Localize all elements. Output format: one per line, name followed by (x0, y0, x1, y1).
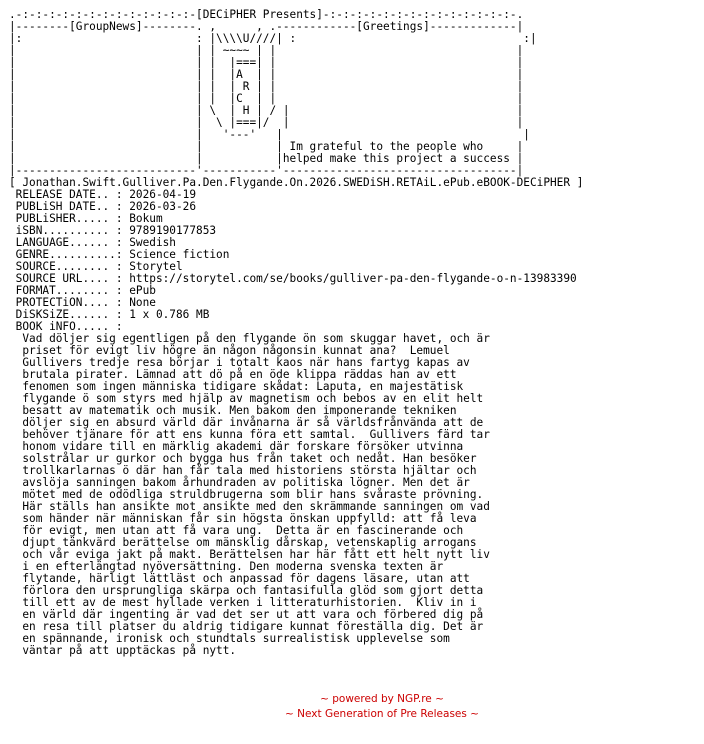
nfo-line: |---------------------------'-----------'-----------------------------------| (9, 164, 524, 177)
nfo-line: till ett av de mest hyllade verken i litteraturhistorien. Kliv in i (9, 596, 477, 609)
nfo-line: avslöja sanningen bakom århundraden av politiska lögner. Men det är (9, 476, 470, 489)
footer-tagline: ~ Next Generation of Pre Releases ~ (285, 708, 479, 720)
nfo-line: | | \ |===|/ | | (9, 116, 524, 129)
nfo-line: förlora den ursprungliga skärpa och fantasifulla glöd som gjort detta (9, 584, 484, 597)
nfo-line: döljer sig en absurd värld där invånarna är så världsfrånvända att de (9, 416, 484, 429)
nfo-line: en resa till platser du aldrig tidigare kunnat föreställa dig. Det är (9, 620, 484, 633)
nfo-line: | | | |A | | | (9, 68, 524, 81)
nfo-line: |: : |\\\\U////| : :| (9, 32, 537, 45)
nfo-line: trollkarlarnas ö där han får tala med historiens största hjältar och (9, 464, 477, 477)
nfo-line: djupt tänkvärd berättelse om mänsklig dårskap, vetenskaplig arrogans (9, 536, 477, 549)
nfo-line: fenomen som ingen människa tidigare skådat: Laputa, en majestätisk (9, 380, 464, 393)
nfo-line: priset för evigt liv högre än någon någonsin kunnat ana? Lemuel (9, 344, 450, 357)
nfo-line: flygande ö som styrs med hjälp av magnetism och bebos av en elit helt (9, 392, 484, 405)
nfo-line: | | |helped make this project a success | (9, 152, 524, 165)
nfo-line: honom vidare till en märklig akademi där forskare försöker utvinna (9, 440, 464, 453)
nfo-line: brutala pirater. Lämnad att dö på en öde klippa räddas han av ett (9, 368, 457, 381)
nfo-line: Här ställs han ansikte mot ansikte med den skrämmande sanningen om vad (9, 500, 490, 513)
nfo-line: Vad döljer sig egentligen på den flygande ön som skuggar havet, och är (9, 332, 490, 345)
nfo-line: väntar på att upptäckas på nytt. (9, 644, 237, 657)
nfo-text (9, 9, 583, 657)
nfo-line: i en efterlängtad nyöversättning. Den moderna svenska texten är (9, 560, 444, 573)
nfo-line: PUBLiSHER..... : Bokum (9, 212, 163, 225)
nfo-line: DiSKSiZE...... : 1 x 0.786 MB (9, 308, 210, 321)
nfo-line: en spännande, ironisk och stundtals surrealistisk upplevelse som (9, 632, 450, 645)
nfo-line: Gullivers tredje resa börjar i totalt kaos när hans fartyg kapas av (9, 356, 470, 369)
nfo-line: FORMAT........ : ePub (9, 284, 156, 297)
nfo-line: | | '---' | | (9, 128, 530, 141)
nfo-line: .-:-:-:-:-:-:-:-:-:-:-:-:-:-[DECiPHER Presents]-:-:-:-:-:-:-:-:-:-:-:-:-:-:-. (9, 8, 524, 21)
nfo-line: | | \ | H | / | | (9, 104, 524, 117)
nfo-line: besatt av matematik och musik. Men bakom den imponerande tekniken (9, 404, 457, 417)
nfo-line: för evigt, men utan att få vara ung. Detta är en fascinerande och (9, 524, 464, 537)
nfo-line: solstrålar ur gurkor och bygga hus från taket och nedåt. Han besöker (9, 452, 477, 465)
nfo-line: BOOK iNFO..... : (9, 320, 123, 333)
nfo-line: PUBLiSH DATE.. : 2026-03-26 (9, 200, 197, 213)
nfo-line: LANGUAGE...... : Swedish (9, 236, 176, 249)
nfo-line: iSBN.......... : 9789190177853 (9, 224, 217, 237)
nfo-line: PROTECTiON.... : None (9, 296, 156, 309)
nfo-line: |--------[GroupNews]--------. , , .------------[Greetings]-------------| (9, 20, 524, 33)
nfo-line: [ Jonathan.Swift.Gulliver.Pa.Den.Flygande.On.2026.SWEDiSH.RETAiL.ePub.eBOOK-DECiPHER ] (9, 176, 584, 189)
footer-powered-by: ~ powered by NGP.re ~ (320, 693, 444, 705)
nfo-line: SOURCE URL.... : https://storytel.com/se/books/gulliver-pa-den-flygande-o-n-13983390 (9, 272, 577, 285)
nfo-line: RELEASE DATE.. : 2026-04-19 (9, 188, 197, 201)
nfo-line: en värld där ingenting är vad det ser ut att vara och förbered dig på (9, 608, 484, 621)
nfo-line: | | | |C | | | (9, 92, 524, 105)
nfo-line: GENRE..........: Science fiction (9, 248, 230, 261)
nfo-line: | | | | R | | | (9, 80, 524, 93)
nfo-line: som händer när människan får sin högsta önskan uppfylld: att få leva (9, 512, 477, 525)
nfo-line: och vår eviga jakt på makt. Berättelsen har här fått ett helt nytt liv (9, 548, 490, 561)
nfo-line: | | | Im grateful to the people who | (9, 140, 524, 153)
nfo-line: | | | |===| | | (9, 56, 524, 69)
nfo-line: mötet med de odödliga struldbrugerna som blir hans svåraste prövning. (9, 488, 484, 501)
nfo-line: | | | ~~~~ | | | (9, 44, 524, 57)
nfo-line: behöver tjänare för att ens kunna föra ett samtal. Gullivers färd tar (9, 428, 490, 441)
nfo-line: flytande, härligt lättläst och anpassad för dagens läsare, utan att (9, 572, 470, 585)
nfo-line: SOURCE........ : Storytel (9, 260, 183, 273)
